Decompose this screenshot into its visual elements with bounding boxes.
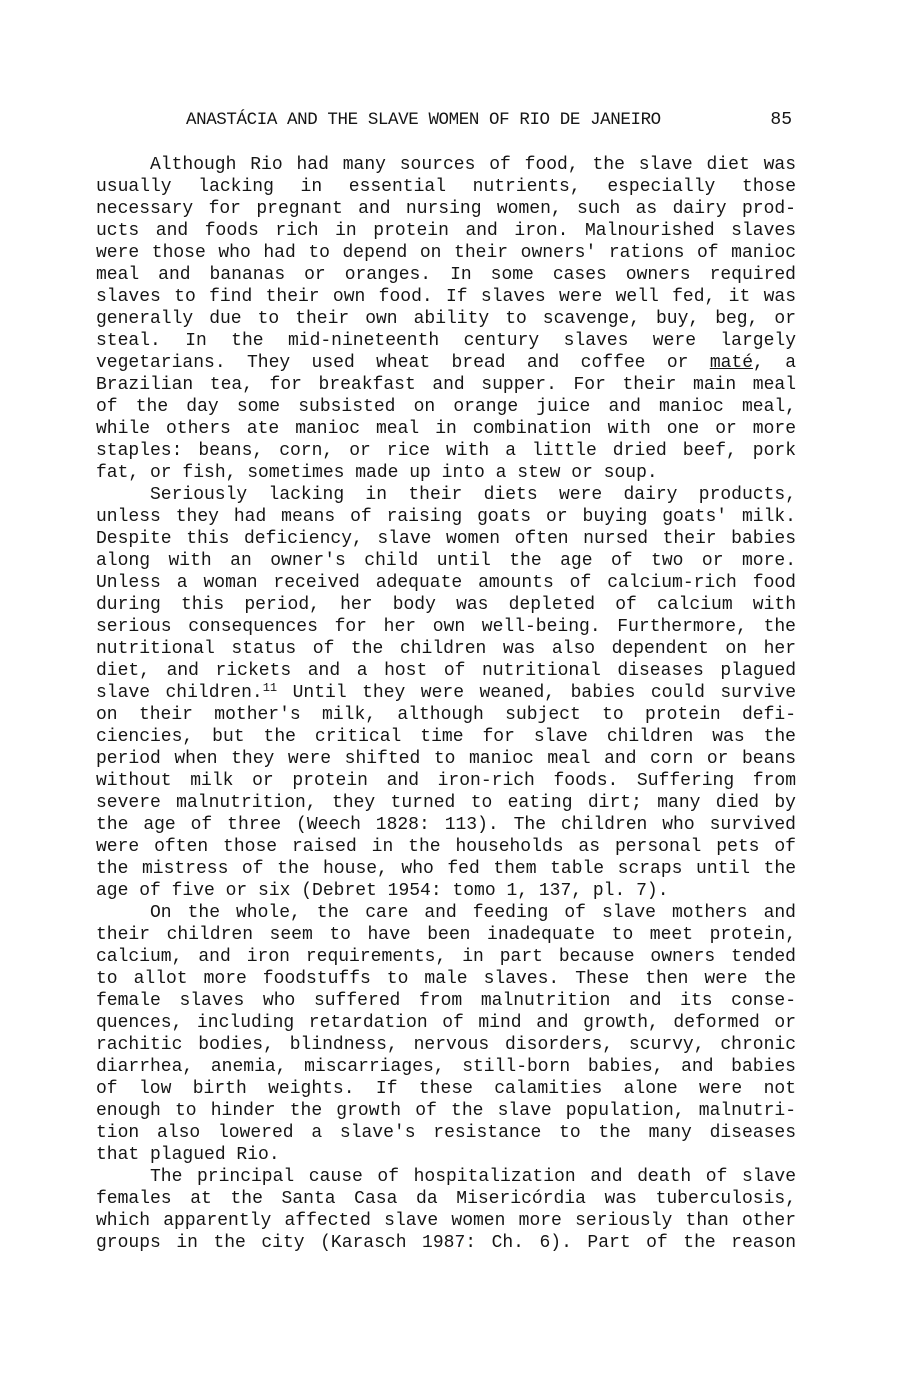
line-text-tail: , a	[753, 353, 796, 373]
text-line-with-underline	[96, 352, 796, 374]
text-line: usually lacking in essential nutrients, especially those	[96, 177, 796, 197]
text-line: which apparently affected slave women more seriously than other	[96, 1211, 796, 1231]
text-line: serious consequences for her own well-being. Furthermore, the	[96, 617, 796, 637]
text-line: were those who had to depend on their owners' rations of manioc	[96, 243, 796, 263]
text-line: rachitic bodies, blindness, nervous disorders, scurvy, chronic	[96, 1035, 796, 1055]
text-line: on their mother's milk, although subject to protein defi-	[96, 705, 796, 725]
text-line: female slaves who suffered from malnutrition and its conse-	[96, 991, 796, 1011]
page-number: 85	[770, 110, 792, 130]
footnote-reference: 11	[262, 682, 278, 695]
line-text-tail: Until they were weaned, babies could survive	[277, 683, 796, 703]
text-line: diet, and rickets and a host of nutritional diseases plagued	[96, 661, 796, 681]
text-line: meal and bananas or oranges. In some cases owners required	[96, 265, 796, 285]
text-line: Unless a woman received adequate amounts of calcium-rich food	[96, 573, 796, 593]
text-line: Brazilian tea, for breakfast and supper. For their main meal	[96, 375, 796, 395]
text-line: along with an owner's child until the age of two or more.	[96, 551, 796, 571]
text-line: calcium, and iron requirements, in part because owners tended	[96, 947, 796, 967]
text-line: their children seem to have been inadequate to meet protein,	[96, 925, 796, 945]
text-line: unless they had means of raising goats or buying goats' milk.	[96, 507, 796, 527]
text-line: the age of three (Weech 1828: 113). The children who survived	[96, 815, 796, 835]
line-text: slave children.	[96, 683, 263, 703]
text-line: while others ate manioc meal in combination with one or more	[96, 419, 796, 439]
text-line: of low birth weights. If these calamities alone were not	[96, 1079, 796, 1099]
line-text: vegetarians. They used wheat bread and coffee or	[96, 353, 710, 373]
running-head	[96, 108, 796, 132]
text-line: without milk or protein and iron-rich foods. Suffering from	[96, 771, 796, 791]
running-title: ANASTÁCIA AND THE SLAVE WOMEN OF RIO DE JANEIRO	[186, 110, 661, 130]
text-line: the mistress of the house, who fed them table scraps until the	[96, 859, 796, 879]
underlined-word: maté	[709, 353, 754, 373]
text-line: to allot more foodstuffs to male slaves. These then were the	[96, 969, 796, 989]
text-line: steal. In the mid-nineteenth century slaves were largely	[96, 331, 796, 351]
text-line: severe malnutrition, they turned to eating dirt; many died by	[96, 793, 796, 813]
text-line: Although Rio had many sources of food, the slave diet was	[150, 155, 796, 175]
text-line-with-footnote	[96, 682, 796, 704]
body-text	[96, 154, 796, 1254]
text-line: ucts and foods rich in protein and iron. Malnourished slaves	[96, 221, 796, 241]
text-line: fat, or fish, sometimes made up into a stew or soup.	[96, 463, 658, 483]
text-line: generally due to their own ability to scavenge, buy, beg, or	[96, 309, 796, 329]
text-line: that plagued Rio.	[96, 1145, 280, 1165]
text-line: during this period, her body was depleted of calcium with	[96, 595, 796, 615]
text-line: slaves to find their own food. If slaves were well fed, it was	[96, 287, 796, 307]
text-line: enough to hinder the growth of the slave population, malnutri-	[96, 1101, 796, 1121]
text-line: Despite this deficiency, slave women often nursed their babies	[96, 529, 796, 549]
text-line: tion also lowered a slave's resistance to the many diseases	[96, 1123, 796, 1143]
text-line: Seriously lacking in their diets were dairy products,	[150, 485, 796, 505]
text-line: The principal cause of hospitalization and death of slave	[150, 1167, 796, 1187]
text-line: nutritional status of the children was also dependent on her	[96, 639, 796, 659]
text-line: necessary for pregnant and nursing women, such as dairy prod-	[96, 199, 796, 219]
text-line: age of five or six (Debret 1954: tomo 1, 137, pl. 7).	[96, 881, 669, 901]
text-line: were often those raised in the households as personal pets of	[96, 837, 796, 857]
text-line: On the whole, the care and feeding of slave mothers and	[150, 903, 796, 923]
text-line: diarrhea, anemia, miscarriages, still-born babies, and babies	[96, 1057, 796, 1077]
text-line: ciencies, but the critical time for slave children was the	[96, 727, 796, 747]
text-line: of the day some subsisted on orange juice and manioc meal,	[96, 397, 796, 417]
text-line: females at the Santa Casa da Misericórdia was tuberculosis,	[96, 1189, 796, 1209]
text-line: groups in the city (Karasch 1987: Ch. 6). Part of the reason	[96, 1233, 796, 1253]
text-line: period when they were shifted to manioc meal and corn or beans	[96, 749, 796, 769]
text-line: quences, including retardation of mind and growth, deformed or	[96, 1013, 796, 1033]
text-line: staples: beans, corn, or rice with a little dried beef, pork	[96, 441, 796, 461]
